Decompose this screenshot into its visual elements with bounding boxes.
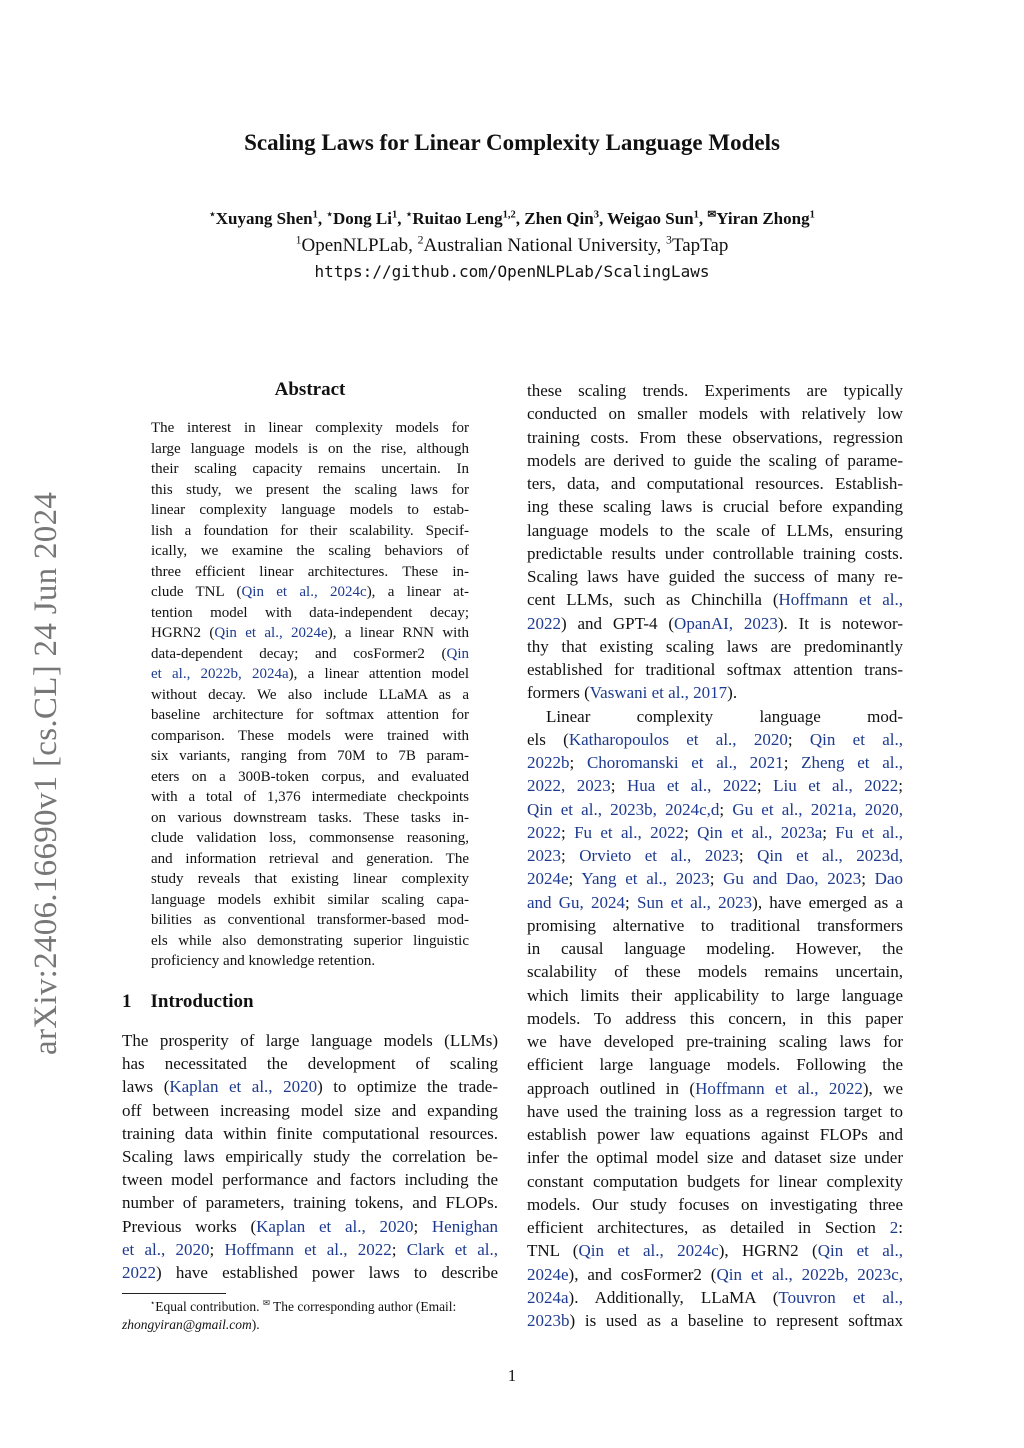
body-line: [527, 822, 903, 844]
abstract-line: [151, 808, 469, 828]
text-run: ), a linear at-: [366, 584, 469, 600]
body-line: [527, 1171, 903, 1193]
body-line: [546, 706, 903, 728]
abstract-line: [151, 849, 469, 869]
text-run: Previous works (: [122, 1216, 257, 1236]
body-line: [527, 1008, 903, 1030]
text-run: baseline architecture for softmax attention for: [151, 707, 469, 723]
text-run: models. Our study focuses on investigating three: [527, 1194, 903, 1214]
body-line: [527, 1054, 903, 1076]
abstract-line: [151, 787, 469, 807]
body-line: [527, 985, 903, 1007]
text-run: ), have emerged as a: [752, 892, 903, 912]
text-run: bilities as conventional transformer-based mod-: [151, 912, 469, 928]
text-run: Scaling laws have guided the success of many re-: [527, 567, 903, 586]
citation-link[interactable]: Qin et al., 2024c: [578, 1241, 719, 1261]
author-affiliation-number: 1,2: [502, 209, 516, 221]
text-run: scalability of these models remains uncertain,: [527, 962, 903, 982]
citation-link[interactable]: Orvieto et al., 2023: [579, 846, 739, 865]
citation-link[interactable]: Gu and Dao, 2023: [723, 869, 862, 889]
text-run: ;: [756, 776, 774, 796]
intro-line: [122, 1169, 498, 1191]
text-run: efficient architectures, as detailed in Section: [527, 1218, 890, 1237]
text-run: training costs. From these observations, regression: [527, 427, 903, 447]
body-line: [527, 566, 903, 588]
abstract-line: [151, 910, 469, 930]
text-run: els (: [527, 729, 569, 749]
text-run: ;: [738, 846, 758, 865]
citation-link[interactable]: and Gu, 2024: [527, 892, 626, 912]
text-run: in causal language modeling. However, the: [527, 939, 903, 958]
text-run: ing these scaling laws is crucial before expanding: [527, 497, 903, 517]
intro-line: [122, 1239, 498, 1261]
section-title: Introduction: [150, 991, 254, 1012]
text-run: efficient large language models. Following the: [527, 1055, 903, 1075]
citation-link[interactable]: 2022: [527, 613, 561, 633]
text-run: ;: [783, 753, 802, 772]
text-run: ). It is notewor-: [777, 613, 903, 633]
abstract-line: [151, 644, 469, 664]
citation-link[interactable]: OpanAI, 2023: [674, 613, 778, 633]
text-run: ;: [413, 1216, 432, 1236]
intro-line: [122, 1262, 498, 1284]
abstract-line: [151, 705, 469, 725]
author-name: ⋆Dong Li$^1$,: [326, 209, 406, 228]
text-run: comparison. These models were trained with: [151, 727, 469, 744]
mail-icon: ✉: [262, 1298, 270, 1308]
author-name: ⋆Ruitao Leng$^{1,2}$,: [405, 209, 525, 228]
citation-link[interactable]: et al., 2020: [122, 1239, 210, 1259]
abstract-line: [151, 828, 469, 848]
text-run: ;: [684, 822, 698, 842]
text-run: ;: [610, 776, 627, 796]
citation-link[interactable]: et al., 2022b, 2024a: [151, 666, 289, 682]
author-affiliation-number: 3: [593, 209, 599, 221]
citation-link[interactable]: 2024e: [527, 869, 569, 889]
footnote-line: [122, 1298, 530, 1316]
text-run: infer the optimal model size and dataset size under: [527, 1148, 903, 1168]
intro-line: [122, 1030, 498, 1052]
abstract-line: [151, 664, 469, 684]
body-line: [527, 1240, 903, 1262]
body-line: [527, 636, 903, 658]
text-run: cent LLMs, such as Chinchilla (: [527, 590, 779, 610]
text-run: lish a foundation for their scalability. Specif-: [151, 522, 469, 539]
abstract-line: [151, 623, 469, 643]
body-line: [527, 915, 903, 937]
body-line: [527, 589, 903, 611]
abstract-line: [151, 541, 469, 561]
text-run: study reveals that existing linear complexity: [151, 871, 469, 887]
body-line: [527, 1147, 903, 1169]
text-run: TNL (: [527, 1241, 579, 1261]
body-line: [527, 427, 903, 449]
abstract-line: [151, 582, 469, 602]
author-affiliation-number: 1: [392, 209, 398, 221]
citation-link[interactable]: 2024a: [527, 1287, 569, 1307]
text-run: off between increasing model size and expanding: [122, 1100, 498, 1120]
text-run: ) is used as a baseline to represent softmax: [569, 1311, 903, 1330]
text-run: large language models is on the rise, although: [151, 440, 469, 457]
text-run: tween model performance and factors including the: [122, 1170, 498, 1190]
body-line: [527, 473, 903, 495]
introduction-heading: [122, 991, 254, 1013]
author-name: Zhen Qin$^3$,: [524, 209, 608, 228]
abstract-line: [151, 521, 469, 541]
text-run: three efficient linear architectures. These in-: [151, 563, 469, 580]
text-run: HGRN2 (: [151, 625, 215, 641]
citation-link[interactable]: Fu et al., 2022: [574, 822, 685, 842]
citation-link[interactable]: Touvron et al.,: [778, 1287, 903, 1307]
body-line: [527, 1194, 903, 1216]
intro-line: [122, 1216, 498, 1238]
text-run: ).: [727, 683, 738, 703]
citation-link[interactable]: Zheng et al.,: [801, 753, 903, 772]
text-run: six variants, ranging from 70M to 7B param-: [151, 748, 469, 764]
text-run: language models exhibit similar scaling capa-: [151, 891, 469, 908]
citation-link[interactable]: Dao: [874, 869, 903, 889]
text-run: number of parameters, training tokens, and FLOPs.: [122, 1193, 498, 1213]
citation-link[interactable]: Hoffmann et al., 2022: [224, 1239, 392, 1259]
text-run: clude TNL (: [151, 584, 242, 600]
text-run: eters on a 300B-token corpus, and evaluated: [151, 768, 469, 785]
body-line: [527, 1031, 903, 1053]
text-run: :: [898, 1218, 903, 1237]
author-name: Weigao Sun$^1$,: [607, 209, 708, 228]
text-run: ;: [561, 846, 580, 865]
citation-link[interactable]: Qin et al., 2023b, 2024c,d: [527, 799, 720, 819]
author-marker: ⋆: [405, 209, 413, 221]
affiliation: $^2$Australian National University,: [417, 233, 667, 256]
text-run: which limits their applicability to large language: [527, 985, 903, 1005]
body-line: [527, 682, 903, 704]
citation-link[interactable]: Hoffmann et al., 2022: [695, 1078, 863, 1098]
footnote-email-line: [122, 1316, 502, 1334]
affiliation: $^3$TapTap: [666, 233, 729, 256]
text-run: ;: [209, 1239, 225, 1259]
body-line: [527, 1264, 903, 1286]
body-line: [527, 845, 903, 867]
citation-link[interactable]: Kaplan et al., 2020: [169, 1077, 318, 1097]
citation-link[interactable]: Qin: [446, 645, 469, 662]
footnote-rule: [122, 1293, 226, 1294]
intro-line: [122, 1146, 498, 1168]
citation-link[interactable]: Hua et al., 2022: [627, 776, 757, 796]
text-run: ), and cosFormer2 (: [568, 1264, 717, 1284]
text-run: without decay. We also include LLaMA as a: [151, 686, 469, 703]
body-line: [527, 1101, 903, 1123]
abstract-line: [151, 726, 469, 746]
author-affiliation-number: 1: [312, 209, 318, 221]
text-run: ;: [719, 799, 733, 819]
text-run: predictable results under controllable training costs.: [527, 543, 903, 563]
text-run: has necessitated the development of scaling: [122, 1054, 498, 1074]
author-list: [0, 209, 1024, 229]
citation-link[interactable]: Qin et al.,: [809, 729, 903, 749]
text-run: ters, data, and computational resources. Establish-: [527, 474, 903, 493]
abstract-line: [151, 890, 469, 910]
citation-link[interactable]: 2: [889, 1218, 899, 1237]
text-run: ) and GPT-4 (: [561, 613, 675, 633]
abstract-line: [151, 603, 469, 623]
footnote-text: The corresponding author (Email:: [269, 1299, 457, 1314]
body-line: [527, 775, 903, 797]
body-line: [527, 799, 903, 821]
text-run: we have developed pre-training scaling laws for: [527, 1032, 903, 1051]
intro-line: [122, 1192, 498, 1214]
affiliations: [0, 235, 1024, 257]
text-run: with a total of 1,376 intermediate checkpoints: [151, 789, 469, 805]
footnote-text: Equal contribution.: [155, 1299, 263, 1314]
text-run: ically, we examine the scaling behaviors of: [151, 543, 469, 559]
intro-line: [122, 1053, 498, 1075]
text-run: ;: [569, 753, 587, 772]
body-line: [527, 1217, 903, 1239]
text-run: laws (: [122, 1077, 170, 1097]
text-run: have used the training loss as a regression target to: [527, 1101, 903, 1121]
citation-link[interactable]: Sun et al., 2023: [636, 892, 753, 912]
text-run: ) to optimize the trade-: [317, 1077, 498, 1097]
author-name: ⋆Xuyang Shen$^1$,: [209, 209, 327, 228]
text-run: linear complexity language models to estab-: [151, 502, 469, 518]
text-run: clude validation loss, commonsense reasoning,: [151, 830, 469, 846]
text-run: Linear complexity language mod-: [546, 706, 903, 726]
text-run: ;: [861, 869, 875, 889]
text-run: and information retrieval and generation. The: [151, 850, 469, 867]
citation-link[interactable]: Qin et al., 2024c: [241, 584, 367, 600]
body-line: [527, 659, 903, 681]
affiliation-number: 1: [295, 233, 302, 247]
text-run: ;: [391, 1239, 407, 1259]
body-line: [527, 403, 903, 425]
text-run: training data within finite computational resources.: [122, 1123, 498, 1143]
abstract-line: [151, 500, 469, 520]
text-run: on various downstream tasks. These tasks in-: [151, 809, 469, 826]
citation-link[interactable]: 2024e: [527, 1264, 569, 1284]
body-line: [527, 613, 903, 635]
body-line: [527, 380, 903, 402]
text-run: ;: [625, 892, 637, 912]
intro-line: [122, 1076, 498, 1098]
citation-link[interactable]: Qin et al., 2023a: [697, 822, 823, 842]
paper-title: Scaling Laws for Linear Complexity Language Models: [244, 130, 780, 155]
citation-link[interactable]: 2022: [527, 822, 561, 842]
author-name: ✉Yiran Zhong$^1$: [707, 209, 815, 228]
text-run: ), a linear RNN with: [327, 625, 470, 641]
body-line: [527, 752, 903, 774]
author-affiliation-number: 1: [809, 209, 815, 221]
body-line: [527, 868, 903, 890]
equal-contribution-marker: ⋆: [150, 1298, 156, 1308]
text-run: established for traditional softmax attention trans-: [527, 660, 903, 679]
author-marker: ✉: [707, 209, 717, 221]
citation-link[interactable]: Gu et al., 2021a, 2020,: [732, 799, 903, 819]
body-line: [527, 450, 903, 472]
text-run: promising alternative to traditional transformers: [527, 915, 903, 935]
citation-link[interactable]: 2022b: [527, 753, 570, 772]
body-line: [527, 1310, 903, 1332]
citation-link[interactable]: 2022: [122, 1263, 156, 1282]
text-run: language models to the scale of LLMs, ensuring: [527, 520, 903, 540]
text-run: models are derived to guide the scaling of parame-: [527, 450, 903, 470]
body-line: [527, 1078, 903, 1100]
text-run: ;: [822, 822, 836, 842]
abstract-line: [151, 767, 469, 787]
citation-link[interactable]: Hoffmann et al.,: [778, 590, 903, 610]
citation-link[interactable]: Liu et al., 2022: [773, 776, 899, 796]
citation-link[interactable]: 2022, 2023: [527, 776, 611, 796]
section-number: 1: [122, 991, 132, 1012]
citation-link[interactable]: Qin et al., 2024e: [214, 625, 328, 641]
abstract-line: [151, 459, 469, 479]
footnote-end: ).: [251, 1317, 260, 1332]
abstract-line: [151, 439, 469, 459]
citation-link[interactable]: Henighan: [431, 1216, 498, 1236]
body-line: [527, 892, 903, 914]
abstract-line: [151, 746, 469, 766]
text-run: Scaling laws empirically study the correlation be-: [122, 1147, 498, 1166]
citation-link[interactable]: Qin et al., 2023d,: [757, 846, 903, 865]
text-run: approach outlined in (: [527, 1078, 696, 1098]
text-run: ), HGRN2 (: [718, 1241, 818, 1261]
arxiv-identifier[interactable]: arXiv:2406.16690v1 [cs.CL] 24 Jun 2024: [28, 491, 64, 1055]
citation-link[interactable]: Katharopoulos et al., 2020: [568, 729, 788, 749]
text-run: els while also demonstrating superior linguistic: [151, 932, 469, 949]
text-run: ). Additionally, LLaMA (: [568, 1287, 779, 1307]
abstract-line: [151, 480, 469, 500]
citation-link[interactable]: Qin et al.,: [817, 1241, 903, 1261]
citation-link[interactable]: Fu et al.,: [835, 822, 903, 842]
abstract-line: [151, 562, 469, 582]
footnote-email[interactable]: zhongyiran@gmail.com: [122, 1317, 252, 1332]
intro-line: [122, 1100, 498, 1122]
citation-link[interactable]: Kaplan et al., 2020: [256, 1216, 414, 1236]
github-url[interactable]: https://github.com/OpenNLPLab/ScalingLaws: [314, 262, 710, 281]
author-marker: ⋆: [209, 209, 216, 221]
citation-link[interactable]: Choromanski et al., 2021: [586, 753, 784, 772]
citation-link[interactable]: Yang et al., 2023: [581, 869, 710, 889]
text-run: ;: [709, 869, 724, 889]
text-run: proficiency and knowledge retention.: [151, 953, 376, 969]
text-run: formers (: [527, 683, 590, 703]
citation-link[interactable]: Clark et al.,: [406, 1239, 498, 1259]
affiliation: $^1$OpenNLPLab,: [295, 233, 418, 256]
text-run: The prosperity of large language models (LLMs): [122, 1031, 498, 1050]
text-run: constant computation budgets for linear complexity: [527, 1171, 903, 1191]
body-line: [527, 496, 903, 518]
body-line: [527, 1287, 903, 1309]
abstract-line: [151, 951, 469, 971]
text-run: The interest in linear complexity models for: [151, 420, 469, 436]
page-number: 1: [507, 1366, 517, 1385]
text-run: this study, we present the scaling laws for: [151, 481, 469, 498]
body-line: [527, 961, 903, 983]
body-line: [527, 938, 903, 960]
citation-link[interactable]: Qin et al., 2022b, 2023c,: [716, 1264, 903, 1284]
body-line: [527, 729, 903, 751]
text-run: ;: [568, 869, 582, 889]
text-run: their scaling capacity remains uncertain. In: [151, 461, 469, 477]
citation-link[interactable]: 2023: [527, 846, 561, 865]
text-run: ), a linear attention model: [288, 666, 470, 682]
affiliation-number: 2: [417, 233, 424, 247]
citation-link[interactable]: 2023b: [527, 1311, 570, 1330]
text-run: conducted on smaller models with relatively low: [527, 404, 903, 424]
body-line: [527, 1124, 903, 1146]
abstract-heading: Abstract: [274, 379, 346, 400]
abstract-line: [151, 869, 469, 889]
text-run: ) have established power laws to describe: [156, 1263, 498, 1282]
text-run: establish power law equations against FLOPs and: [527, 1125, 903, 1144]
text-run: ), we: [862, 1078, 903, 1098]
text-run: ;: [898, 776, 903, 796]
author-marker: ⋆: [326, 209, 333, 221]
body-line: [527, 543, 903, 565]
text-run: data-dependent decay; and cosFormer2 (: [151, 645, 447, 662]
text-run: ;: [561, 822, 575, 842]
text-run: these scaling trends. Experiments are typically: [527, 381, 903, 400]
abstract-line: [151, 418, 469, 438]
text-run: tention model with data-independent decay;: [151, 604, 469, 621]
abstract-line: [151, 931, 469, 951]
abstract-line: [151, 685, 469, 705]
affiliation-number: 3: [666, 233, 672, 247]
intro-line: [122, 1123, 498, 1145]
text-run: ;: [787, 729, 810, 749]
text-run: models. To address this concern, in this paper: [527, 1008, 903, 1028]
text-run: thy that existing scaling laws are predominantly: [527, 636, 903, 656]
citation-link[interactable]: Vaswani et al., 2017: [589, 683, 728, 703]
author-affiliation-number: 1: [693, 209, 699, 221]
body-line: [527, 520, 903, 542]
